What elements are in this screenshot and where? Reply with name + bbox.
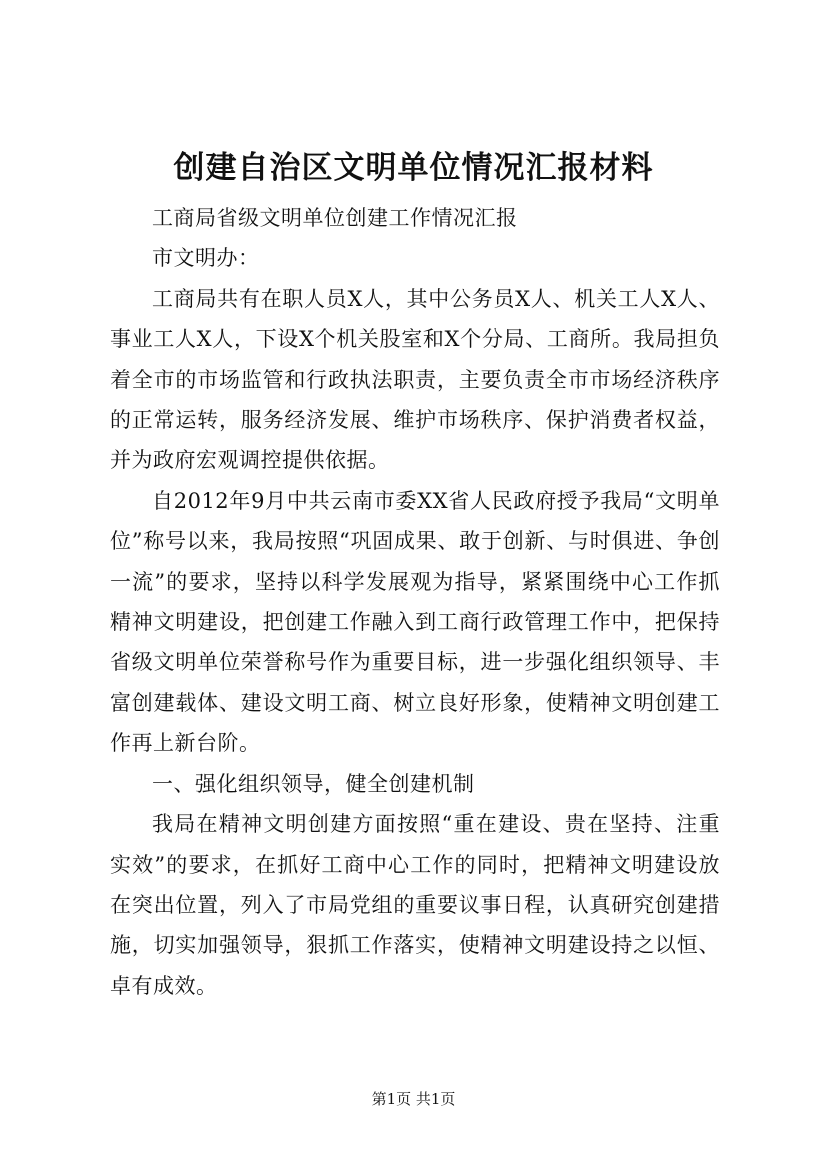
salutation: 市文明办： <box>152 246 260 271</box>
section-heading-1: 一、强化组织领导，健全创建机制 <box>152 771 475 796</box>
paragraph-section-1: 我局在精神文明创建方面按照“重在建设、贵在坚持、注重实效”的要求，在抓好工商中心工作的同时，把精神文明建设放在突出位置，列入了市局党组的重要议事日程，认真研究创建措施，切实加强领导，狠抓工作落实，使精神文明建设持之以恒、卓有成效。 <box>110 812 720 998</box>
paragraph-intro: 工商局共有在职人员X人，其中公务员X人、机关工人X人、事业工人X人，下设X个机关股室和X个分局、工商所。我局担负着全市的市场监管和行政执法职责，主要负责全市市场经济秩序的正常运转，服务经济发展、维护市场秩序、保护消费者权益，并为政府宏观调控提供依据。 <box>110 286 720 473</box>
paragraph-background: 自2012年9月中共云南市委XX省人民政府授予我局“文明单位”称号以来，我局按照“巩固成果、敢于创新、与时俱进、争创一流”的要求，坚持以科学发展观为指导，紧紧围绕中心工作抓精神文明建设，把创建工作融入到工商行政管理工作中，把保持省级文明单位荣誉称号作为重要目标，进一步强化组织领导、丰富创建载体、建设文明工商、树立良好形象，使精神文明创建工作再上新台阶。 <box>110 488 720 756</box>
document-title: 创建自治区文明单位情况汇报材料 <box>173 150 654 186</box>
page-number-footer: 第1页 共1页 <box>371 1090 456 1108</box>
report-subtitle: 工商局省级文明单位创建工作情况汇报 <box>152 206 518 230</box>
document-body <box>110 198 720 1006</box>
